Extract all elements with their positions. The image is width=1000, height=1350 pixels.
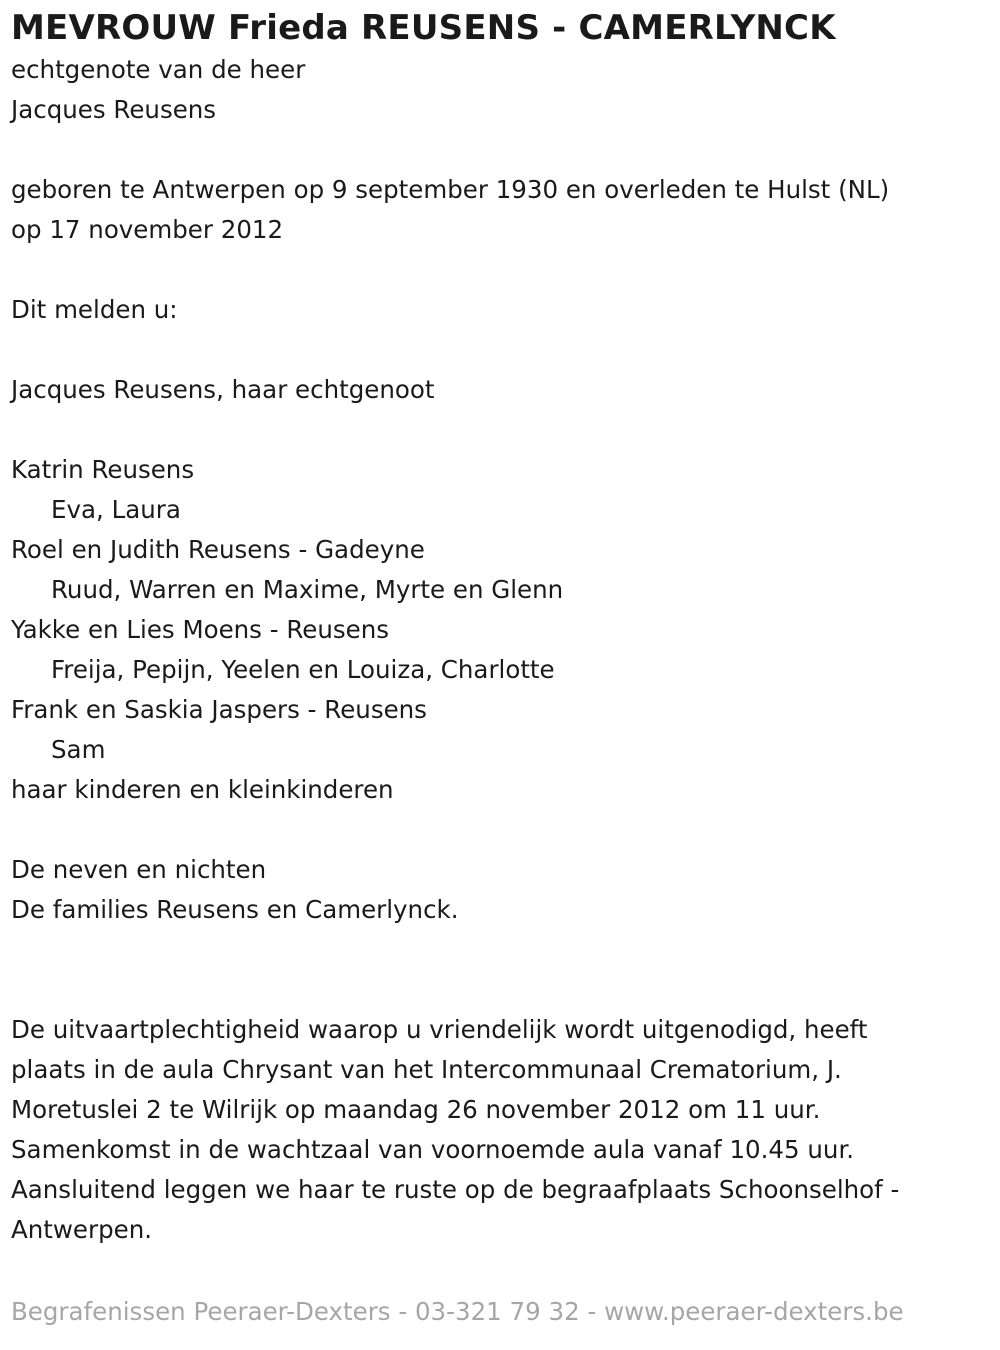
ceremony-line: Antwerpen.	[11, 1215, 153, 1244]
family-parents: Katrin Reusens	[11, 455, 195, 484]
family-parents: Frank en Saskia Jaspers - Reusens	[11, 695, 427, 724]
ceremony-line: plaats in de aula Chrysant van het Intercommunaal Crematorium, J.	[11, 1055, 842, 1084]
children-closing: haar kinderen en kleinkinderen	[11, 775, 394, 804]
spouse-name: Jacques Reusens	[11, 95, 217, 124]
spacer	[11, 930, 990, 1010]
relatives-line: De families Reusens en Camerlynck.	[11, 895, 459, 924]
family-parents: Yakke en Lies Moens - Reusens	[11, 615, 390, 644]
family-children: Freija, Pepijn, Yeelen en Louiza, Charlotte	[51, 655, 555, 684]
birth-death-line-2: op 17 november 2012	[11, 215, 284, 244]
family-children: Eva, Laura	[51, 495, 181, 524]
family-children: Sam	[51, 735, 106, 764]
spouse-intro: echtgenote van de heer	[11, 55, 306, 84]
ceremony-paragraph	[11, 1010, 990, 1250]
spacer	[11, 330, 990, 370]
announce-intro: Dit melden u:	[11, 295, 178, 324]
spacer	[11, 130, 990, 170]
relatives-line: De neven en nichten	[11, 855, 267, 884]
family-list	[11, 450, 990, 770]
family-children: Ruud, Warren en Maxime, Myrte en Glenn	[51, 575, 564, 604]
spacer	[11, 410, 990, 450]
funeral-home-footer: Begrafenissen Peeraer-Dexters - 03-321 79 32 - www.peeraer-dexters.be	[11, 1297, 904, 1326]
spacer	[11, 250, 990, 290]
family-parents: Roel en Judith Reusens - Gadeyne	[11, 535, 425, 564]
ceremony-line: Moretuslei 2 te Wilrijk op maandag 26 november 2012 om 11 uur.	[11, 1095, 821, 1124]
spacer	[11, 810, 990, 850]
birth-death-line-1: geboren te Antwerpen op 9 september 1930 en overleden te Hulst (NL)	[11, 175, 890, 204]
husband-line: Jacques Reusens, haar echtgenoot	[11, 375, 435, 404]
ceremony-line: De uitvaartplechtigheid waarop u vriendelijk wordt uitgenodigd, heeft	[11, 1015, 868, 1044]
ceremony-line: Samenkomst in de wachtzaal van voornoemde aula vanaf 10.45 uur.	[11, 1135, 855, 1164]
ceremony-line: Aansluitend leggen we haar te ruste op de begraafplaats Schoonselhof -	[11, 1175, 900, 1204]
deceased-name-title: MEVROUW Frieda REUSENS - CAMERLYNCK	[11, 8, 836, 48]
